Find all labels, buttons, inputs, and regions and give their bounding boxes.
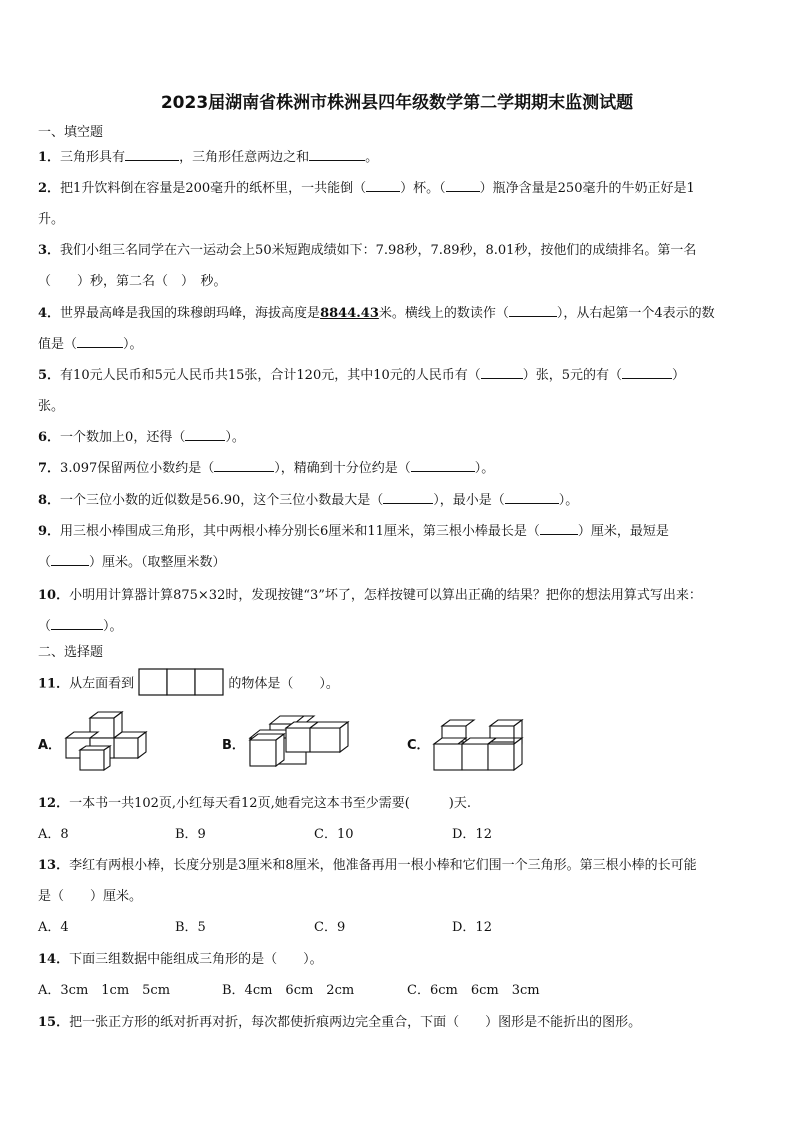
- option-c[interactable]: C．10: [314, 827, 354, 842]
- question-text: ）: [672, 368, 686, 383]
- question-text: 张。: [38, 399, 65, 414]
- question-1: [38, 146, 760, 165]
- question-4: [38, 302, 760, 321]
- question-text: ）厘米。（取整厘米数）: [89, 555, 226, 570]
- question-text: 一个三位小数的近似数是56.90，这个三位小数最大是（: [60, 493, 384, 508]
- question-text: 我们小组三名同学在六一运动会上50米短跑成绩如下：7.98秒，7.89秒，8.01秒，按他们的成绩排名。第一名: [60, 243, 697, 258]
- question-text: ）。: [558, 493, 579, 508]
- question-number: 14．: [38, 952, 70, 967]
- question-4-cont: [38, 333, 760, 352]
- answer-blank[interactable]: [51, 553, 89, 566]
- question-15: [38, 1011, 760, 1030]
- question-number: 11．: [38, 676, 70, 692]
- question-6: [38, 426, 760, 445]
- question-text: （ ）秒，第二名（ ） 秒。: [38, 274, 227, 289]
- question-13: [38, 854, 760, 873]
- question-text: （: [38, 555, 52, 570]
- question-text: 世界最高峰是我国的珠穆朗玛峰，海拔高度是: [60, 306, 321, 321]
- question-number: 6．: [38, 430, 61, 445]
- question-number: 8．: [38, 493, 61, 508]
- question-14: [38, 948, 760, 967]
- question-text: ）杯。（: [400, 181, 446, 196]
- question-number: 12．: [38, 796, 70, 811]
- question-2: [38, 177, 760, 196]
- answer-blank[interactable]: [366, 179, 400, 192]
- question-10: [38, 584, 760, 603]
- question-text: 是（ ）厘米。: [38, 889, 143, 904]
- question-text: ）。: [225, 430, 245, 445]
- option-c[interactable]: C．9: [314, 920, 346, 935]
- question-text: ）。: [123, 337, 143, 352]
- question-13-cont: [38, 885, 760, 904]
- option-c-label[interactable]: C．: [407, 738, 430, 753]
- option-b[interactable]: B．9: [175, 827, 206, 842]
- question-text: ）。: [474, 461, 495, 476]
- answer-blank[interactable]: [214, 459, 274, 472]
- answer-blank[interactable]: [383, 491, 433, 504]
- question-text: 把一张正方形的纸对折再对折，每次都使折痕两边完全重合，下面（ ）图形是不能折出的图形。: [69, 1015, 642, 1030]
- question-text: ）厘米，最短是: [577, 524, 669, 539]
- answer-blank[interactable]: [509, 304, 557, 317]
- option-a-cubes-figure[interactable]: [62, 710, 148, 772]
- question-text: 三角形具有: [60, 150, 126, 165]
- question-text: ），最小是（: [433, 493, 505, 508]
- question-text: ，三角形任意两边之和: [179, 150, 310, 165]
- option-d[interactable]: D．12: [452, 920, 492, 935]
- question-text: 3.097保留两位小数约是（: [60, 461, 215, 476]
- question-11: [38, 670, 760, 698]
- answer-blank[interactable]: [125, 148, 179, 161]
- answer-blank[interactable]: [446, 179, 480, 192]
- answer-blank[interactable]: [185, 428, 225, 441]
- question-number: 5．: [38, 368, 61, 383]
- answer-blank[interactable]: [77, 335, 123, 348]
- question-5-cont: [38, 395, 760, 414]
- option-b-label[interactable]: B．: [222, 738, 245, 753]
- question-10-cont: [38, 615, 760, 634]
- question-text: （: [38, 619, 52, 634]
- page-title: 2023届湖南省株洲市株洲县四年级数学第二学期期末监测试题: [160, 93, 634, 113]
- question-text: 米。横线上的数读作（: [378, 306, 509, 321]
- question-text: 小明用计算器计算875×32时，发现按键“3”坏了，怎样按键可以算出正确的结果？把你的想法用算式写出来：: [69, 588, 702, 603]
- question-text: ）瓶净含量是250毫升的牛奶正好是1: [479, 181, 695, 196]
- question-text: 有10元人民币和5元人民币共15张，合计120元，其中10元的人民币有（: [60, 368, 481, 383]
- question-number: 7．: [38, 461, 61, 476]
- question-number: 10．: [38, 588, 70, 603]
- option-a[interactable]: A．4: [38, 920, 69, 935]
- answer-blank[interactable]: [622, 366, 672, 379]
- question-text: 下面三组数据中能组成三角形的是（ ）。: [69, 952, 323, 967]
- question-number: 1．: [38, 150, 61, 165]
- question-12: [38, 792, 760, 811]
- option-c[interactable]: C．6cm 6cm 3cm: [407, 983, 540, 998]
- question-text: 从左面看到: [69, 676, 135, 692]
- question-text: 一个数加上0，还得（: [60, 430, 186, 445]
- question-text: 一本书一共102页,小红每天看12页,她看完这本书至少需要( )天.: [69, 796, 471, 811]
- question-text: ）。: [103, 619, 123, 634]
- answer-blank[interactable]: [51, 617, 103, 630]
- option-a-label[interactable]: A．: [38, 738, 62, 753]
- question-text: 李红有两根小棒，长度分别是3厘米和8厘米，他准备再用一根小棒和它们围一个三角形。第三根小棒的长可能: [69, 858, 697, 873]
- option-d[interactable]: D．12: [452, 827, 492, 842]
- question-number: 2．: [38, 181, 61, 196]
- answer-blank[interactable]: [411, 459, 475, 472]
- question-text: 。: [365, 150, 379, 165]
- question-3: [38, 239, 760, 258]
- option-c-cubes-figure[interactable]: [430, 716, 526, 772]
- question-9-cont: [38, 551, 760, 570]
- underlined-number: 8844.43: [320, 306, 379, 321]
- question-text: 把1升饮料倒在容量是200毫升的纸杯里，一共能倒（: [60, 181, 367, 196]
- question-text: 的物体是（ ）。: [228, 676, 339, 692]
- answer-blank[interactable]: [540, 522, 578, 535]
- question-number: 13．: [38, 858, 70, 873]
- option-b-cubes-figure[interactable]: [248, 714, 350, 770]
- question-8: [38, 489, 760, 508]
- question-number: 3．: [38, 243, 61, 258]
- question-7: [38, 457, 760, 476]
- question-number: 4．: [38, 306, 61, 321]
- question-text: ），从右起第一个4表示的数: [556, 306, 715, 321]
- answer-blank[interactable]: [309, 148, 365, 161]
- question-5: [38, 364, 760, 383]
- answer-blank[interactable]: [505, 491, 559, 504]
- answer-blank[interactable]: [481, 366, 523, 379]
- question-9: [38, 520, 760, 539]
- question-3-cont: [38, 270, 760, 289]
- question-text: ），精确到十分位约是（: [274, 461, 411, 476]
- section-fill-in: 一、填空题: [38, 125, 104, 140]
- question-text: 用三根小棒围成三角形，其中两根小棒分别长6厘米和11厘米，第三根小棒最长是（: [60, 524, 540, 539]
- option-b[interactable]: B．5: [175, 920, 206, 935]
- option-b[interactable]: B．4cm 6cm 2cm: [222, 983, 355, 998]
- section-multiple-choice: 二、选择题: [38, 645, 104, 660]
- question-text: 值是（: [38, 337, 78, 352]
- question-text: 升。: [38, 212, 65, 227]
- option-a[interactable]: A．8: [38, 827, 69, 842]
- question-2-cont: [38, 208, 760, 227]
- option-a[interactable]: A．3cm 1cm 5cm: [38, 983, 171, 998]
- question-text: ）张，5元的有（: [522, 368, 623, 383]
- three-squares-view-icon: [138, 668, 224, 696]
- question-number: 15．: [38, 1015, 70, 1030]
- question-number: 9．: [38, 524, 61, 539]
